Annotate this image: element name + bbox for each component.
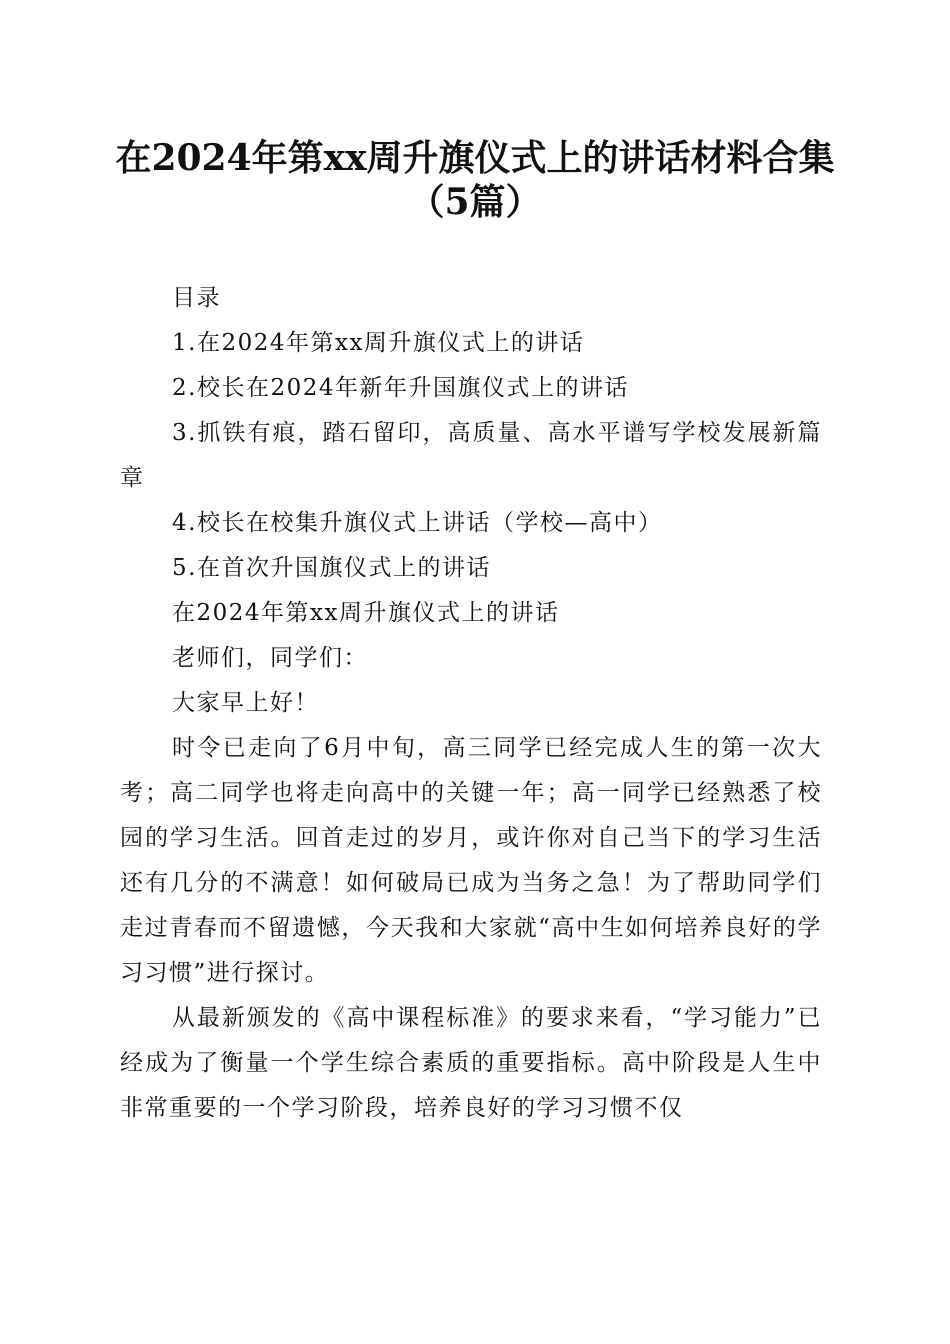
document-body: [120, 276, 822, 1131]
body-paragraph: 从最新颁发的《高中课程标准》的要求来看，“学习能力”已经成为了衡量一个学生综合素质的重要指标。高中阶段是人生中非常重要的一个学习阶段，培养良好的学习习惯不仅: [120, 1005, 822, 1121]
salutation: 老师们，同学们：: [172, 645, 368, 671]
greeting: 大家早上好！: [172, 690, 319, 716]
toc-heading: 目录: [172, 285, 221, 311]
toc-item: 5.在首次升国旗仪式上的讲话: [172, 555, 491, 581]
document-title-line-2: （5篇）: [408, 181, 542, 223]
speech-title: 在2024年第xx周升旗仪式上的讲话: [172, 600, 560, 626]
toc-item: 3.抓铁有痕，踏石留印，高质量、高水平谱写学校发展新篇章: [120, 420, 822, 491]
toc-item: 2.校长在2024年新年升国旗仪式上的讲话: [172, 375, 629, 401]
toc-item: 1.在2024年第xx周升旗仪式上的讲话: [172, 330, 585, 356]
document-title-line-1: 在2024年第xx周升旗仪式上的讲话材料合集: [115, 137, 835, 179]
toc-item: 4.校长在校集升旗仪式上讲话（学校—高中）: [172, 510, 663, 536]
body-paragraph: 时令已走向了6月中旬，高三同学已经完成人生的第一次大考；高二同学也将走向高中的关键一年；高一同学已经熟悉了校园的学习生活。回首走过的岁月，或许你对自己当下的学习生活还有几分的不满意！如何破局已成为当务之急！为了帮助同学们走过青春而不留遗憾，今天我和大家就“高中生如何培养良好的学习习惯”进行探讨。: [120, 735, 822, 986]
